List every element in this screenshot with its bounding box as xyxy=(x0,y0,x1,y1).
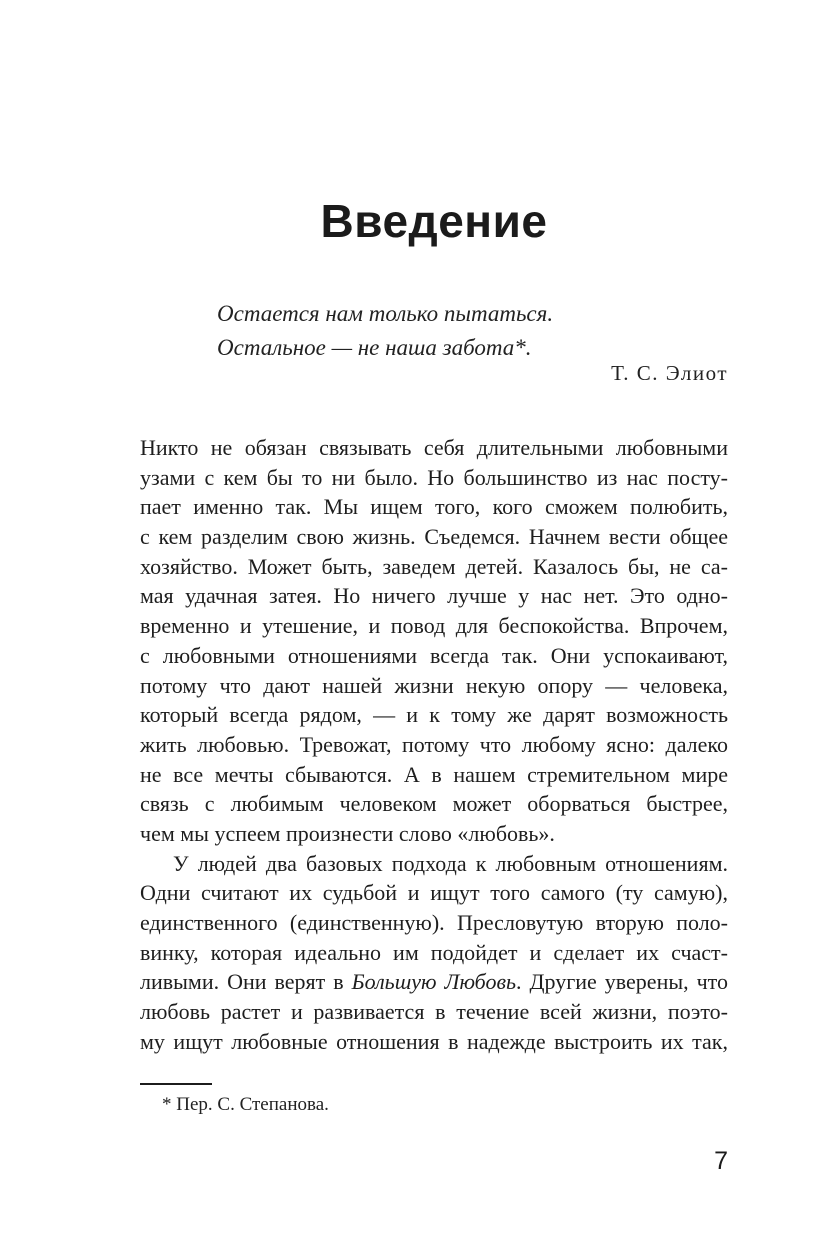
footnote-text: * Пер. С. Степанова. xyxy=(162,1094,329,1115)
body-line: любовь растет и развивается в течение всей жизни, поэто- xyxy=(140,999,728,1025)
body-text xyxy=(140,433,728,1056)
body-line: временно и утешение, и повод для беспокойства. Впрочем, xyxy=(140,613,728,639)
body-line: мая удачная затея. Но ничего лучше у нас нет. Это одно- xyxy=(140,583,728,609)
body-line: с любовными отношениями всегда так. Они успокаивают, xyxy=(140,642,728,668)
body-line: У людей два базовых подхода к любовным отношениям. xyxy=(173,850,728,876)
body-line: Одни считают их судьбой и ищут того самого (ту самую), xyxy=(140,880,728,906)
body-line: потому что дают нашей жизни некую опору — человека, xyxy=(140,672,728,698)
body-line: хозяйство. Может быть, заведем детей. Казалось бы, не са- xyxy=(140,553,728,579)
body-line: не все мечты сбываются. А в нашем стремительном мире xyxy=(140,761,728,787)
footnote-divider xyxy=(140,1083,212,1085)
body-line-segment: . Другие уверены, что xyxy=(516,969,729,995)
body-line: пает именно так. Мы ищем того, кого сможем полюбить, xyxy=(140,494,728,520)
body-line: узами с кем бы то ни было. Но большинство из нас посту- xyxy=(140,464,728,490)
body-line-italic-segment: Большую Любовь xyxy=(351,969,517,995)
body-line: который всегда рядом, — и к тому же дарят возможность xyxy=(140,702,728,728)
epigraph xyxy=(217,297,553,365)
body-line xyxy=(140,967,728,997)
body-line: единственного (единственную). Пресловутую вторую поло- xyxy=(140,910,728,935)
epigraph-line: Остается нам только пытаться. xyxy=(217,301,554,326)
body-line: жить любовью. Тревожат, потому что любому ясно: далеко xyxy=(140,731,728,757)
body-line-segment: ливыми. Они верят в xyxy=(140,969,352,995)
body-line: чем мы успеем произнести слово «любовь». xyxy=(140,820,555,846)
body-line: связь с любимым человеком может оборваться быстрее, xyxy=(140,791,728,817)
chapter-title: Введение xyxy=(320,195,548,247)
epigraph-line: Остальное — не наша забота*. xyxy=(217,335,532,360)
body-line: му ищут любовные отношения в надежде выстроить их так, xyxy=(140,1028,728,1054)
body-line: винку, которая идеально им подойдет и сделает их счаст- xyxy=(140,939,728,965)
epigraph-attribution: Т. С. Элиот xyxy=(611,361,728,385)
body-line: Никто не обязан связывать себя длительными любовными xyxy=(140,435,728,460)
body-line: с кем разделим свою жизнь. Съедемся. Начнем вести общее xyxy=(140,524,728,550)
page-number: 7 xyxy=(714,1147,728,1175)
